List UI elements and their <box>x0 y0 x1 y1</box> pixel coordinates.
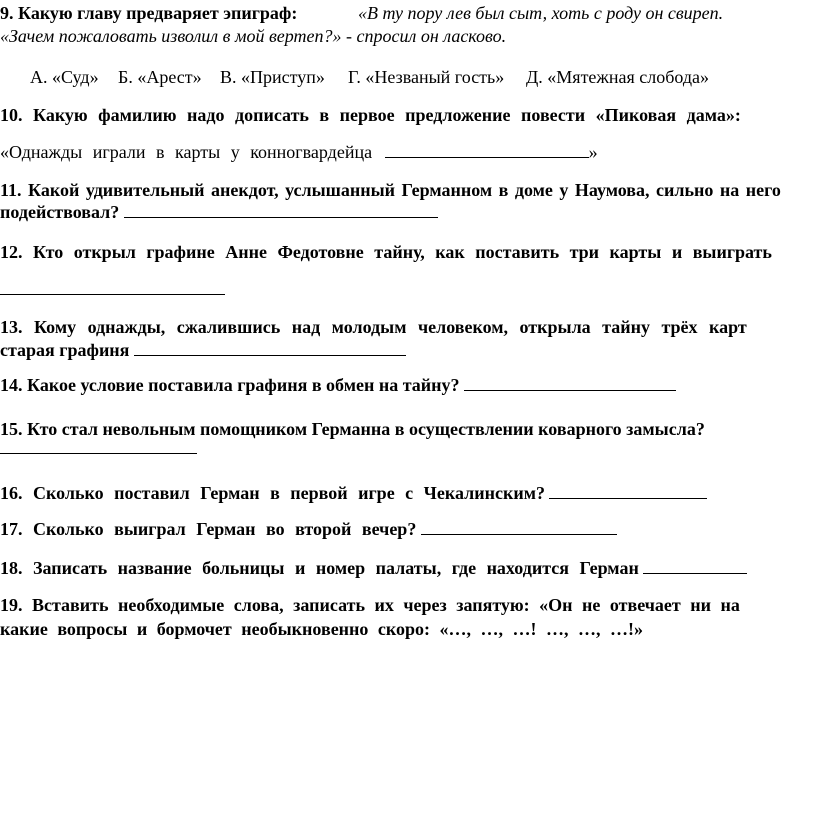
q12-label: 12. Кто открыл графине Анне Федотовне тайну, как поставить три карты и выиграть <box>0 242 772 262</box>
q9-epigraph-line2: «Зачем пожаловать изволил в мой вертеп?» - спросил он ласково. <box>0 26 507 46</box>
q17-label: 17. Сколько выиграл Герман во второй вечер? <box>0 519 417 539</box>
q9-epigraph-line1: «В ту пору лев был сыт, хоть с роду он свиреп. <box>358 3 724 23</box>
q9-label: 9. Какую главу предваряет эпиграф: <box>0 3 298 23</box>
q9-option-e: Д. «Мятежная слобода» <box>526 67 710 87</box>
q11-line1: 11. Какой удивительный анекдот, услышанный Германном в доме у Наумова, сильно на него <box>0 180 781 200</box>
q9-option-b: Б. «Арест» <box>118 67 202 87</box>
q10-text-end: » <box>588 142 598 162</box>
q11-answer-blank[interactable] <box>124 201 438 218</box>
q16-label: 16. Сколько поставил Герман в первой игре с Чекалинским? <box>0 483 545 503</box>
q18-row <box>0 557 747 579</box>
q19-line1: 19. Вставить необходимые слова, записать их через запятую: «Он не отвечает ни на <box>0 595 740 615</box>
q15-answer-blank[interactable] <box>0 437 197 454</box>
q15-label: 15. Кто стал невольным помощником Германна в осуществлении коварного замысла? <box>0 419 705 439</box>
q11-line2-text: подействовал? <box>0 202 120 222</box>
q13-answer-blank[interactable] <box>134 339 406 356</box>
q14-label: 14. Какое условие поставила графиня в обмен на тайну? <box>0 375 460 395</box>
q10-text <box>0 141 598 163</box>
q13-line1: 13. Кому однажды, сжалившись над молодым человеком, открыла тайну трёх карт <box>0 317 747 337</box>
q13-line2 <box>0 339 406 361</box>
q14-row <box>0 374 676 396</box>
q14-answer-blank[interactable] <box>464 374 676 391</box>
q10-answer-blank[interactable] <box>385 141 589 158</box>
q13-line2-text: старая графиня <box>0 340 130 360</box>
q9-option-a: А. «Суд» <box>30 67 99 87</box>
q16-answer-blank[interactable] <box>549 482 707 499</box>
q9-option-c: В. «Приступ» <box>220 67 325 87</box>
q10-text-start: «Однажды играли в карты у конногвардейца <box>0 142 373 162</box>
q15-answer-line <box>0 437 197 459</box>
q11-line2 <box>0 201 438 223</box>
q18-answer-blank[interactable] <box>643 557 747 574</box>
q12-answer-line <box>0 278 225 300</box>
q12-answer-blank[interactable] <box>0 278 225 295</box>
q9-option-d: Г. «Незваный гость» <box>348 67 505 87</box>
q19-line2: какие вопросы и бормочет необыкновенно скоро: «…, …, …! …, …, …!» <box>0 619 644 639</box>
q18-label: 18. Записать название больницы и номер палаты, где находится Герман <box>0 558 639 578</box>
q16-row <box>0 482 707 504</box>
q17-row <box>0 518 617 540</box>
q10-label: 10. Какую фамилию надо дописать в первое предложение повести «Пиковая дама»: <box>0 105 741 125</box>
q17-answer-blank[interactable] <box>421 518 617 535</box>
